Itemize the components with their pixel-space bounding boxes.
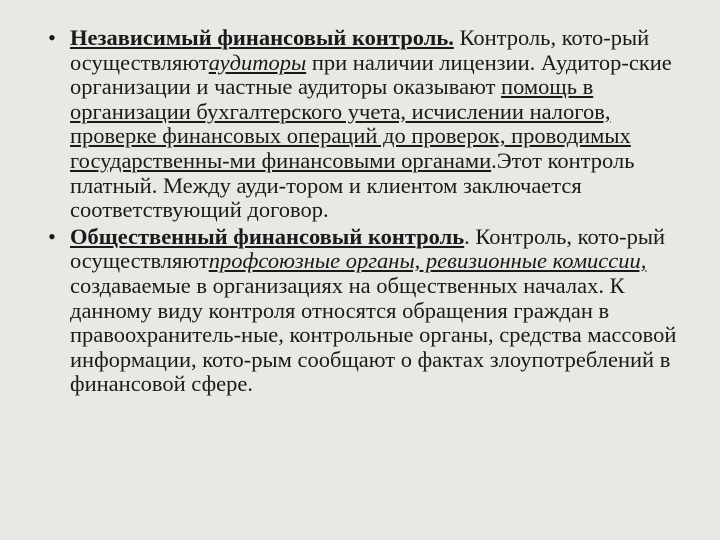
bullet-independent-control bbox=[48, 26, 684, 223]
bullet-list bbox=[48, 26, 684, 399]
text-segment: Контроль, кото-рый осуществляют bbox=[70, 25, 650, 75]
term-independent-control: Независимый финансовый контроль. bbox=[70, 25, 454, 50]
text-segment: создаваемые в организациях на общественных началах. К данному виду контроля относятся обращения граждан в правоохранитель-ные, контрольные органы, средства массовой информации, кото-рым сообщают о фактах злоупотреблений в финансовой сфере. bbox=[70, 272, 677, 397]
term-public-control: Общественный финансовый контроль bbox=[70, 223, 465, 249]
link-trade-union-bodies[interactable]: профсоюзные органы, ревизионные комиссии, bbox=[208, 248, 647, 274]
text-segment: .Этот контроль платный. Между ауди-тором и клиентом заключается соответствующий договор. bbox=[70, 147, 635, 223]
bullet-public-control bbox=[48, 225, 684, 397]
bullet-marker: • bbox=[48, 25, 56, 50]
link-auditors[interactable]: аудиторы bbox=[208, 49, 307, 75]
text-segment: . Контроль, кото-рый осуществляют bbox=[70, 223, 666, 274]
text-segment: при наличии лицензии. Аудитор-ские организации и частные аудиторы оказывают bbox=[70, 49, 672, 100]
link-audit-services[interactable]: помощь в организации бухгалтерского учета, исчислении налогов, проверке финансовых операций до проверок, проводимых государственны-ми финансовыми органами bbox=[70, 74, 631, 173]
bullet-marker: • bbox=[48, 223, 56, 249]
